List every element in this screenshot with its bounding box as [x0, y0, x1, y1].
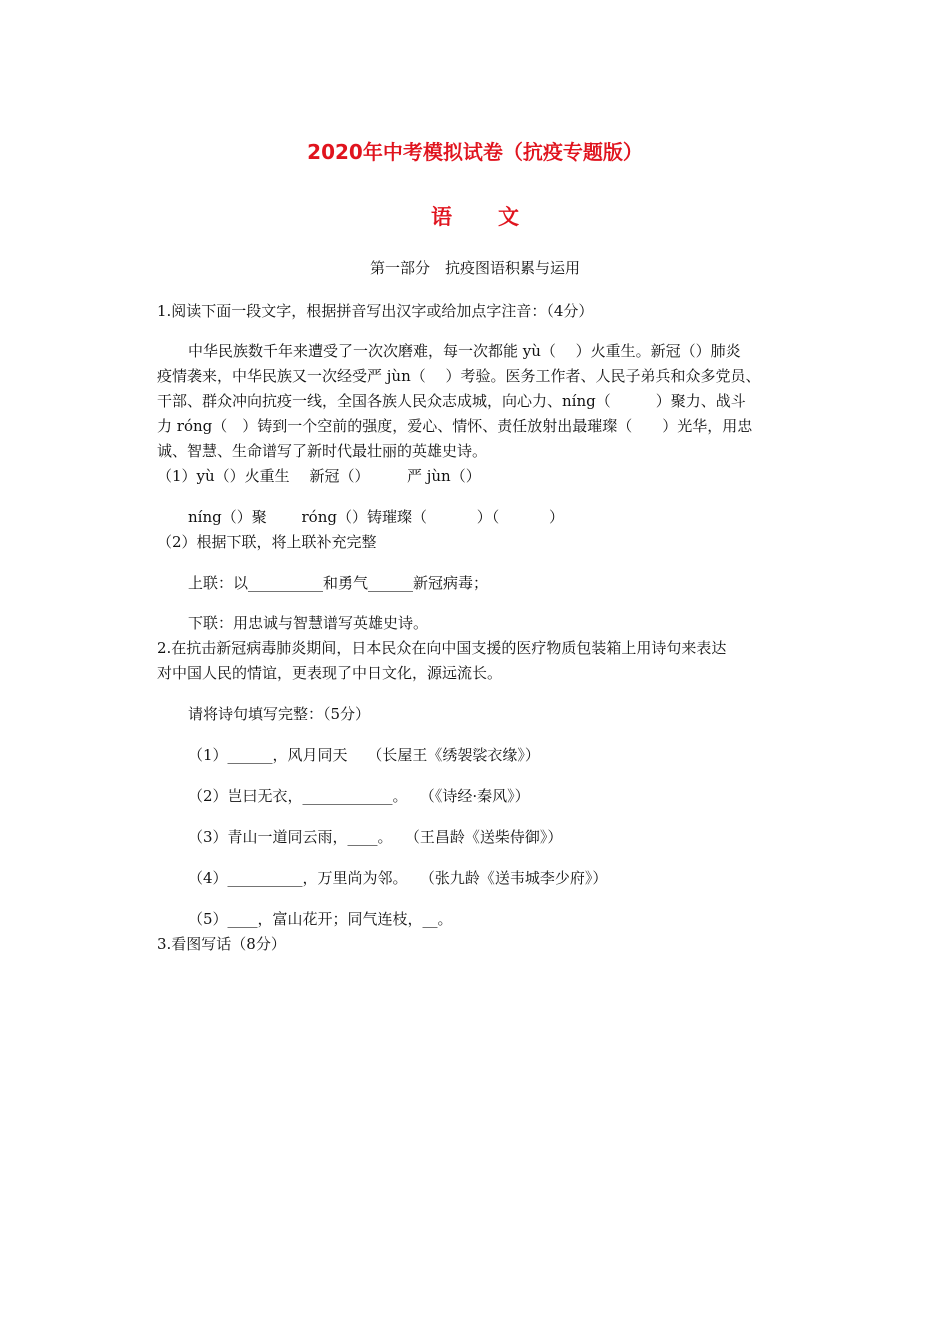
- q1-sub1-line1: （1）yù（）火重生 新冠（） 严 jùn（）: [157, 467, 481, 485]
- poem-item: （2）岂曰无衣，____________。 （《诗经·秦风》）: [188, 787, 530, 805]
- subject-char-1: 语: [431, 205, 452, 229]
- q2-stem-line2: 对中国人民的情谊，更表现了中日文化，源远流长。: [157, 664, 503, 682]
- poem-item: （3）青山一道同云雨，____。 （王昌龄《送柴侍御》）: [188, 828, 563, 846]
- q1-para-line: 疫情袭来，中华民族又一次经受严 jùn（ ）考验。医务工作者、人民子弟兵和众多党员、: [157, 367, 761, 385]
- subject-char-2: 文: [498, 205, 519, 229]
- subject-title: [0, 202, 950, 232]
- poem-item: （1）______，风月同天 （长屋王《绣袈裟衣缘》）: [188, 746, 540, 764]
- q1-para-line: 诚、智慧、生命谱写了新时代最壮丽的英雄史诗。: [157, 442, 488, 460]
- q2-stem-line1: 2.在抗击新冠病毒肺炎期间，日本民众在向中国支援的医疗物质包装箱上用诗句来表达: [157, 639, 727, 657]
- q1-para-line: 力 róng（ ）铸到一个空前的强度，爱心、情怀、责任放射出最璀璨（ ）光华，用忠: [157, 417, 753, 435]
- exam-title: 2020年中考模拟试卷（抗疫专题版）: [307, 140, 643, 164]
- q1-para-line: 干部、群众冲向抗疫一线，全国各族人民众志成城，向心力、níng（ ）聚力、战斗: [157, 392, 746, 410]
- q2-instruction: 请将诗句填写完整：（5分）: [188, 705, 371, 723]
- couplet-upper: 上联：以__________和勇气______新冠病毒；: [188, 574, 489, 592]
- q1-sub1-line2: níng（）聚 róng（）铸璀璨（ ）（ ）: [188, 508, 564, 526]
- q1-sub2: （2）根据下联，将上联补充完整: [157, 533, 377, 551]
- poem-item: （4）__________，万里尚为邻。 （张九龄《送韦城李少府》）: [188, 869, 608, 887]
- poem-item: （5）____，富山花开；同气连枝，__。: [188, 910, 453, 928]
- couplet-lower: 下联：用忠诚与智慧谱写英雄史诗。: [188, 614, 429, 632]
- section-heading: 第一部分 抗疫图语积累与运用: [369, 259, 580, 277]
- q1-para-line: 中华民族数千年来遭受了一次次磨难，每一次都能 yù（ ）火重生。新冠（）肺炎: [188, 342, 741, 360]
- q1-stem: 1.阅读下面一段文字，根据拼音写出汉字或给加点字注音：（4分）: [157, 302, 594, 320]
- q3-stem: 3.看图写话（8分）: [157, 935, 286, 953]
